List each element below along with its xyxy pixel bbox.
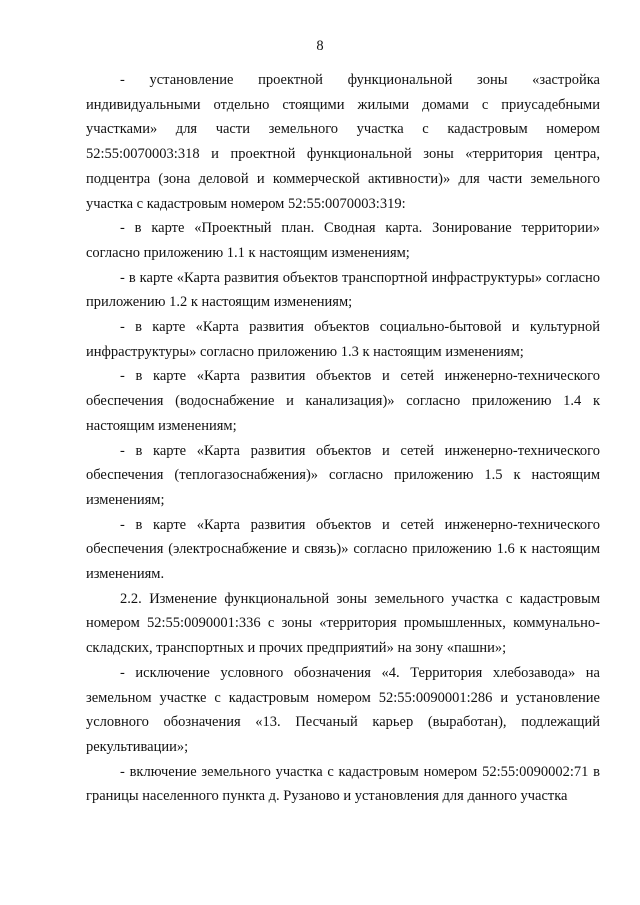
paragraph-map-electric: - в карте «Карта развития объектов и сетей инженерно-технического обеспечения (электроснабжение и связь)» согласно приложению 1.6 к настоящим изменениям.	[86, 516, 600, 583]
paragraph-map-heat-gas: - в карте «Карта развития объектов и сетей инженерно-технического обеспечения (теплогазоснабжения)» согласно приложению 1.5 к настоящим изменениям;	[86, 442, 600, 508]
paragraph-section-2-2: 2.2. Изменение функциональной зоны земельного участка с кадастровым номером 52:55:0090001:336 с зоны «территория промышленных, коммунально-складских, транспортных и прочих предприятий» на зону «пашни»;	[86, 590, 600, 657]
paragraph-map-water: - в карте «Карта развития объектов и сетей инженерно-технического обеспечения (водоснабжение и канализация)» согласно приложению 1.4 к настоящим изменениям;	[86, 368, 600, 434]
paragraph-settlement-inclusion: - включение земельного участка с кадастровым номером 52:55:0090002:71 в границы населенного пункта д. Рузаново и установления для данного участка	[86, 763, 600, 805]
paragraph-map-zoning: - в карте «Проектный план. Сводная карта. Зонирование территории» согласно приложению 1.1 к настоящим изменениям;	[86, 220, 600, 261]
paragraph-map-social: - в карте «Карта развития объектов социально-бытовой и культурной инфраструктуры» согласно приложению 1.3 к настоящим изменениям;	[86, 319, 600, 360]
paragraph-zone-establishment: - установление проектной функциональной зоны «застройка индивидуальными отдельно стоящими жилыми домами с приусадебными участками» для части земельного участка с кадастровым номером 52:55:0070003:318 и проектной функциональной зоны «территория центра, подцентра (зона деловой и коммерческой активности)» для части земельного участка с кадастровым номером 52:55:0070003:319:	[86, 72, 600, 212]
paragraph-map-transport: - в карте «Карта развития объектов транспортной инфраструктуры» согласно приложению 1.2 к настоящим изменениям;	[86, 269, 600, 311]
document-body	[86, 68, 600, 809]
page-number: 8	[316, 38, 324, 54]
paragraph-legend-exclusion: - исключение условного обозначения «4. Территория хлебозавода» на земельном участке с кадастровым номером 52:55:0090001:286 и установление условного обозначения «13. Песчаный карьер (выработан), подлежащий рекультивации»;	[86, 664, 600, 755]
